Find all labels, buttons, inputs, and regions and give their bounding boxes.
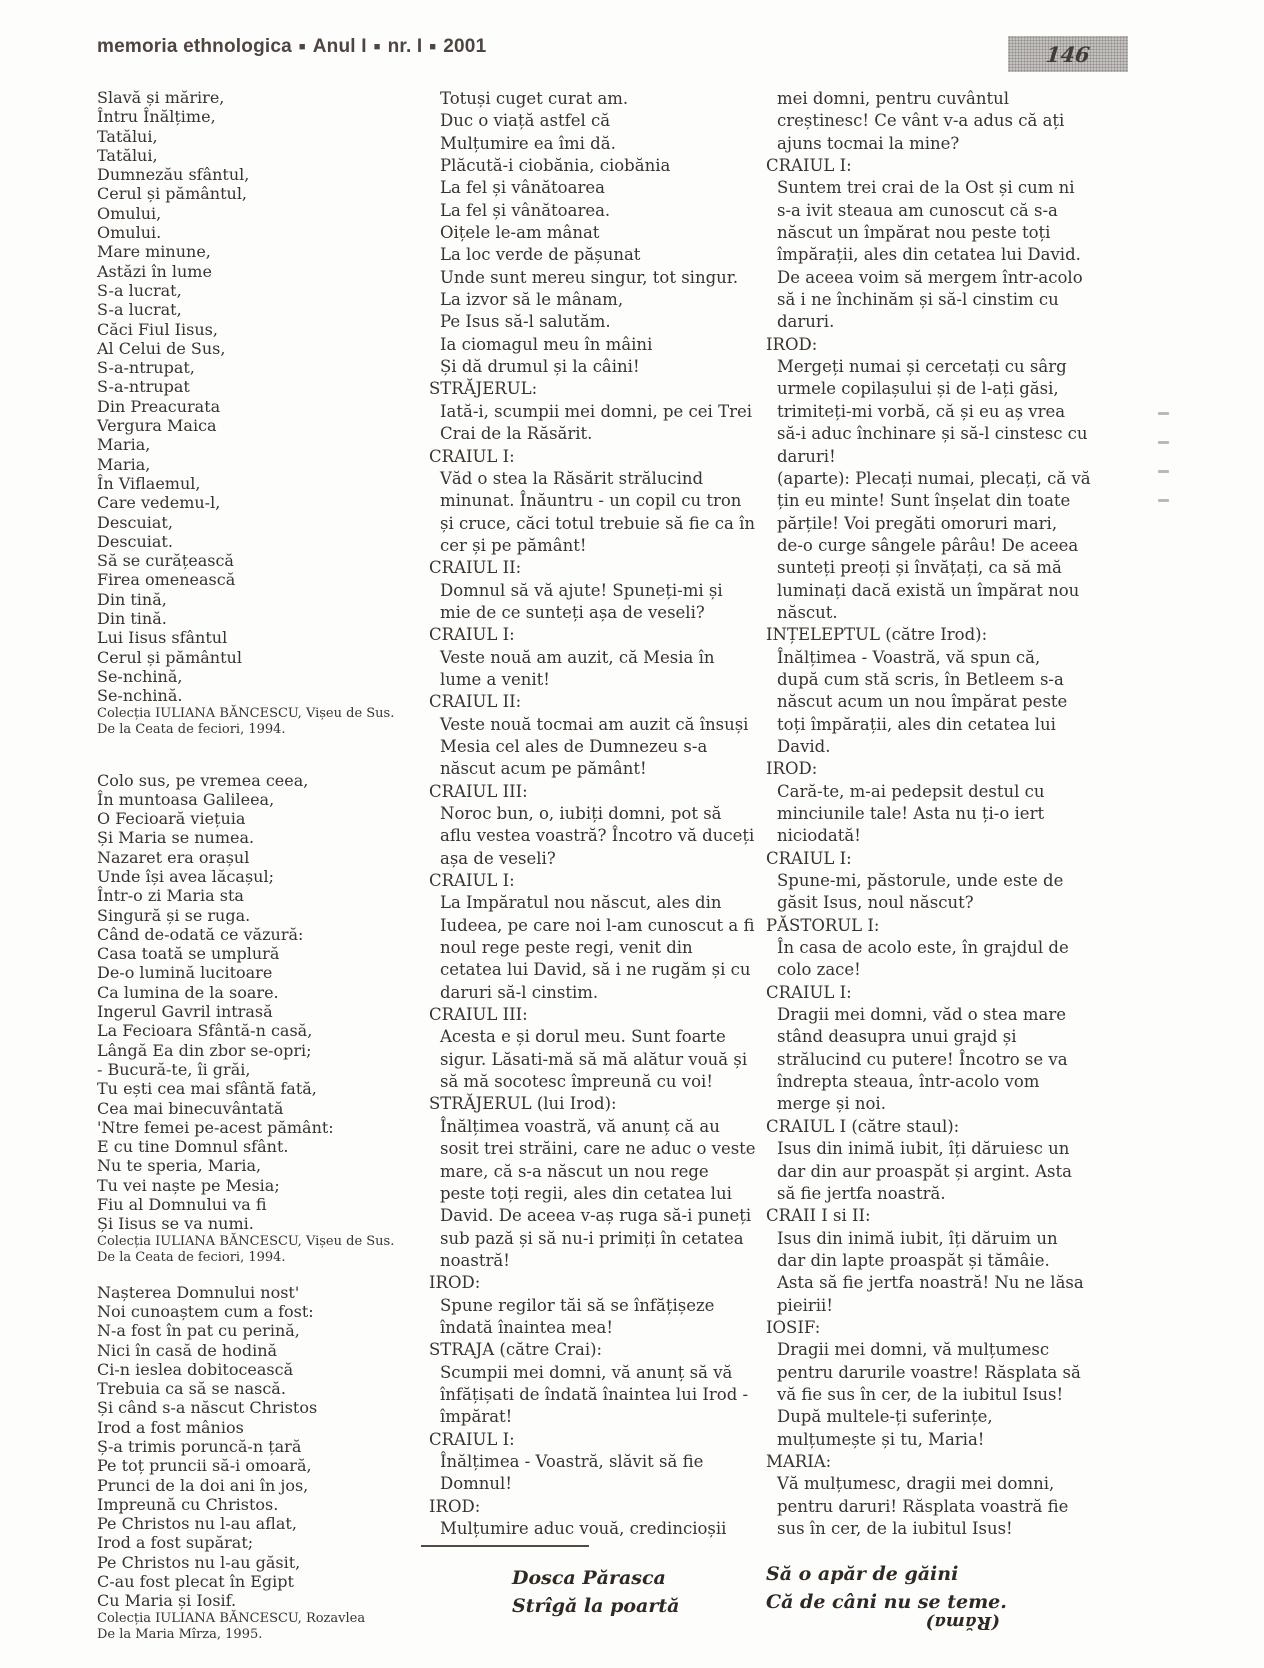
speaker-line: CRAII I si II:: [766, 1206, 871, 1226]
speaker-line: CRAIUL I:: [766, 156, 852, 176]
dialogue-line: lume a venit!: [440, 669, 550, 689]
stanza-gap: [97, 739, 419, 755]
speaker-line: CRAIUL I:: [429, 1429, 515, 1449]
poem-line: Ia ciomagul meu în mâini: [440, 334, 653, 354]
dialogue-line: Isus din inimă iubit, îți dăruim un: [777, 1228, 1058, 1248]
dialogue-line: Veste nouă tocmai am auzit că însuși: [440, 714, 749, 734]
poem-line: Nu te speria, Maria,: [97, 1156, 262, 1176]
poem-line: Noi cunoaștem cum a fost:: [97, 1301, 314, 1321]
footer-caption-left: [512, 1564, 679, 1620]
stanza-gap: [97, 1267, 419, 1283]
poem-line: Ca lumina de la soare.: [97, 982, 279, 1002]
dialogue-line: pentru darurile voastre! Răsplata să: [777, 1362, 1081, 1382]
poem-line: De-o lumină lucitoare: [97, 963, 273, 983]
dialogue-line: Iudeea, pe care noi l-am cunoscut a fi: [440, 915, 755, 935]
page-number: 146: [1044, 41, 1092, 67]
poem-line: Și Iisus se va numi.: [97, 1214, 254, 1234]
poem-line: Totuși cuget curat am.: [440, 89, 629, 108]
dialogue-line: după cum stă scris, în Betleem s-a: [777, 669, 1064, 689]
poem-line: Din tină,: [97, 589, 167, 609]
poem-line: La fel și vânătoarea: [440, 178, 605, 198]
poem-line: Într-o zi Maria sta: [97, 886, 244, 906]
dialogue-line: să fie jertfa noastră.: [777, 1183, 946, 1203]
dialogue-line: Spune-mi, păstorule, unde este de: [777, 871, 1064, 891]
poem-line: La loc verde de pășunat: [440, 245, 641, 265]
dialogue-line: Scumpii mei domni, vă anunț să vă: [440, 1362, 733, 1382]
poem-line: Maria,: [97, 454, 151, 474]
upside-down-signature: (Răma): [925, 1612, 1000, 1633]
speaker-line: IOSIF:: [766, 1317, 821, 1337]
dialogue-line: noul rege peste regi, venit din: [440, 938, 693, 958]
poem-line: E cu tine Domnul sfânt.: [97, 1137, 289, 1157]
dialogue-line: daruri să-l cinstim.: [440, 982, 599, 1002]
poem-line: - Bucură-te, îi grăi,: [97, 1059, 251, 1079]
dialogue-line: Suntem trei crai de la Ost și cum ni: [777, 178, 1075, 198]
dialogue-line: Domnul să vă ajute! Spuneți-mi și: [440, 580, 723, 600]
poem-line: În muntoasa Galileea,: [97, 789, 275, 809]
dialogue-line: Noroc bun, o, iubiți domni, pot să: [440, 804, 722, 823]
dialogue-line: sunteți preoți și învățați, ca să mă: [777, 558, 1062, 578]
speaker-line: CRAIUL I:: [429, 871, 515, 891]
dialogue-line: ajuns tocmai la mine?: [777, 133, 960, 153]
poem-line: Ci-n ieslea dobitocească: [97, 1359, 294, 1379]
dialogue-line: și cruce, căci totul trebuie să fie ca în: [440, 513, 755, 533]
journal-header: [97, 36, 486, 58]
dialogue-line: găsit Isus, noul născut?: [777, 893, 974, 913]
poem-line: La Fecioara Sfântă-n casă,: [97, 1021, 313, 1041]
poem-line: Se-nchină,: [97, 666, 183, 686]
poem-line: Ș-a trimis poruncă-n țară: [97, 1437, 302, 1456]
dialogue-line: Văd o stea la Răsărit strălucind: [440, 468, 704, 488]
dialogue-line: născut un împărat nou peste toți: [777, 223, 1051, 243]
speaker-line: STRĂJERUL (lui Irod):: [429, 1094, 617, 1114]
dialogue-line: să i ne închinăm și să-l cinstim cu: [777, 290, 1059, 310]
dialogue-line: părțile! Voi pregăti omoruri mari,: [777, 513, 1058, 533]
dialogue-line: mie de ce sunteți așa de veseli?: [440, 602, 705, 622]
dialogue-line: David. De aceea v-aș ruga să-i puneți: [440, 1206, 752, 1226]
poem-line: Vergura Maica: [97, 416, 217, 436]
poem-line: Unde își avea lăcașul;: [97, 866, 274, 886]
poem-line: La izvor să le mânam,: [440, 290, 624, 310]
poem-line: Când de-odată ce văzură:: [97, 924, 304, 944]
source-note: Colecția IULIANA BĂNCESCU, Rozavlea: [97, 1610, 366, 1626]
dialogue-line: sus în cer, de la iubitul Isus!: [777, 1519, 1013, 1538]
square-bullet-icon: ■: [373, 41, 381, 53]
poem-line: 'Ntre femei pe-acest pământ:: [97, 1117, 334, 1137]
poem-line: C-au fost plecat în Egipt: [97, 1572, 294, 1592]
source-note: De la Ceata de feciori, 1994.: [97, 722, 286, 737]
poem-line: Impreună cu Christos.: [97, 1494, 279, 1514]
dialogue-line: urmele copilașului și de l-ați găsi,: [777, 379, 1059, 399]
dialogue-line: Vă mulțumesc, dragii mei domni,: [777, 1474, 1055, 1494]
speaker-line: CRAIUL I:: [766, 982, 852, 1002]
source-note: De la Ceata de feciori, 1994.: [97, 1250, 286, 1266]
square-bullet-icon: ■: [298, 41, 306, 53]
dialogue-line: Dragii mei domni, vă mulțumesc: [777, 1340, 1050, 1360]
caption-line: Să o apăr de găini: [766, 1563, 959, 1585]
dialogue-line: stând deasupra unui grajd și: [777, 1027, 1017, 1047]
speaker-line: CRAIUL I:: [429, 446, 515, 466]
dialogue-line: îndată înaintea mea!: [440, 1317, 614, 1337]
dialogue-line: După multele-ți suferințe,: [777, 1407, 993, 1427]
speaker-line: IROD:: [429, 1273, 481, 1293]
dialogue-line: vă fie sus în cer, de la iubitul Isus!: [777, 1384, 1064, 1404]
caption-line: Dosca Părasca: [512, 1567, 666, 1589]
dialogue-line: pentru daruri! Răsplata voastră fie: [777, 1496, 1069, 1516]
rule: [421, 1545, 589, 1547]
dialogue-line: merge și noi.: [777, 1094, 886, 1114]
speaker-line: CRAIUL II:: [429, 558, 522, 578]
dialogue-line: Cară-te, m-ai pedepsit destul cu: [777, 781, 1045, 801]
source-note: De la Maria Mîrza, 1995.: [97, 1627, 263, 1643]
dialogue-line: Înălțimea - Voastră, vă spun că,: [777, 647, 1041, 667]
speaker-line: IROD:: [766, 334, 818, 354]
poem-line: Irod a fost supărat;: [97, 1533, 254, 1553]
dialogue-line: daruri.: [777, 312, 835, 332]
poem-line: Lui Iisus sfântul: [97, 628, 228, 648]
poem-line: Dumnezău sfântul,: [97, 165, 250, 185]
poem-line: Să se curățească: [97, 551, 234, 571]
poem-line: Unde sunt mereu singur, tot singur.: [440, 267, 739, 287]
dialogue-line: mei domni, pentru cuvântul: [777, 89, 1009, 108]
dialogue-line: colo zace!: [777, 960, 861, 980]
poem-line: Se-nchină.: [97, 686, 183, 706]
source-note: Colecția IULIANA BĂNCESCU, Vișeu de Sus.: [97, 705, 395, 721]
scan-artifact: [1158, 412, 1169, 415]
dialogue-line: Mergeți numai și cercetați cu sârg: [777, 357, 1067, 377]
dialogue-line: luminați dacă există un împărat nou: [777, 580, 1080, 600]
column-middle-play-text: [429, 88, 797, 1547]
poem-line: S-a lucrat,: [97, 300, 182, 320]
journal-title: memoria ethnologica: [97, 36, 292, 57]
journal-year-volume: Anul I: [312, 36, 367, 57]
footer-caption-right: [766, 1560, 1007, 1616]
speaker-line: INȚELEPTUL (către Irod):: [766, 625, 988, 645]
poem-line: Tatălui,: [97, 145, 158, 165]
dialogue-line: să-i aduc închinare și să-l cinstesc cu: [777, 424, 1088, 444]
dialogue-line: minciunile tale! Asta nu ți-o iert: [777, 804, 1045, 823]
speaker-line: CRAIUL I:: [429, 625, 515, 645]
poem-line: Din Preacurata: [97, 396, 221, 416]
poem-line: Tu ești cea mai sfântă fată,: [97, 1079, 317, 1099]
stanza-gap: [97, 755, 419, 771]
speaker-line: IROD:: [766, 759, 818, 779]
poem-line: Pe toț pruncii să-i omoară,: [97, 1456, 312, 1476]
poem-line: Tatălui,: [97, 126, 158, 146]
poem-line: La fel și vânătoarea.: [440, 200, 611, 220]
dialogue-line: Dragii mei domni, văd o stea mare: [777, 1005, 1067, 1025]
poem-line: S-a lucrat,: [97, 280, 182, 300]
poem-line: Firea omenească: [97, 570, 236, 590]
dialogue-line: mulțumește și tu, Maria!: [777, 1429, 985, 1449]
dialogue-line: împărat!: [440, 1407, 513, 1427]
poem-line: Maria,: [97, 435, 151, 455]
dialogue-line: înfățișati de îndată înaintea lui Irod -: [440, 1384, 749, 1404]
speaker-line: CRAIUL I (către staul):: [766, 1116, 960, 1136]
poem-line: S-a-ntrupat,: [97, 358, 195, 378]
poem-line: Fiu al Domnului va fi: [97, 1195, 267, 1215]
dialogue-line: aflu vestea voastră? Încotro vă duceți: [440, 826, 755, 846]
caption-line: Că de câni nu se teme.: [766, 1591, 1007, 1613]
poem-line: Astăzi în lume: [97, 261, 212, 281]
dialogue-line: La Impăratul nou născut, ales din: [440, 893, 722, 913]
dialogue-line: s-a ivit steaua am cunoscut că s-a: [777, 200, 1058, 220]
speaker-line: STRĂJERUL:: [429, 379, 538, 399]
page-number-box: [1008, 36, 1128, 72]
speaker-line: STRAJA (către Crai):: [429, 1340, 603, 1360]
dialogue-line: de-o curge sângele pârâu! De aceea: [777, 535, 1079, 555]
poem-line: Descuiat.: [97, 531, 173, 551]
poem-line: Mulțumire ea îmi dă.: [440, 133, 616, 153]
dialogue-line: mare, că s-a născut un nou rege: [440, 1161, 709, 1181]
dialogue-line: Domnul!: [440, 1474, 512, 1494]
dialogue-line: sigur. Lăsati-mă să mă alătur vouă și: [440, 1049, 748, 1069]
dialogue-line: pieirii!: [777, 1295, 833, 1315]
dialogue-line: să mă socotesc împreună cu voi!: [440, 1072, 713, 1092]
poem-line: Nici în casă de hodină: [97, 1340, 278, 1360]
dialogue-line: trimiteți-mi vorbă, că și eu aș vrea: [777, 401, 1066, 421]
poem-line: O Fecioară viețuia: [97, 809, 246, 829]
poem-line: Lângă Ea din zbor se-opri;: [97, 1040, 312, 1060]
dialogue-line: niciodată!: [777, 826, 861, 846]
dialogue-line: Veste nouă am auzit, că Mesia în: [440, 647, 715, 667]
poem-line: Nazaret era orașul: [97, 847, 250, 867]
speaker-line: MARIA:: [766, 1451, 832, 1471]
poem-line: Singură și se ruga.: [97, 905, 251, 925]
dialogue-line: sub pază și să nu-i primiți în cetatea: [440, 1228, 744, 1248]
poem-line: Nașterea Domnului nost': [97, 1282, 300, 1302]
scan-artifact: [1158, 441, 1169, 444]
dialogue-line: De aceea voim să mergem într-acolo: [777, 267, 1083, 287]
dialogue-line: David.: [777, 736, 831, 756]
scan-artifact: [1158, 470, 1169, 473]
poem-line: N-a fost în pat cu perină,: [97, 1321, 300, 1341]
speaker-line: CRAIUL II:: [429, 692, 522, 712]
poem-line: Întru Înălțime,: [97, 107, 216, 127]
poem-line: Irod a fost mânios: [97, 1417, 244, 1437]
dialogue-line: îndrepta steaua, într-acolo vom: [777, 1072, 1040, 1092]
speaker-line: CRAIUL I:: [766, 848, 852, 868]
poem-line: Descuiat,: [97, 512, 173, 532]
dialogue-line: creștinesc! Ce vânt v-a adus că ați: [777, 111, 1065, 131]
dialogue-line: peste toți regii, ales din cetatea lui: [440, 1183, 732, 1203]
dialogue-line: (aparte): Plecați numai, plecați, că vă: [777, 468, 1091, 488]
poem-line: Plăcută-i ciobănia, ciobănia: [440, 156, 671, 176]
poem-line: Slavă și mărire,: [97, 88, 225, 107]
poem-line: Casa toată se umplură: [97, 944, 280, 964]
poem-line: Pe Isus să-l salutăm.: [440, 312, 611, 332]
dialogue-line: cer și pe pământ!: [440, 535, 587, 555]
dialogue-line: născut acum un nou împărat peste: [777, 692, 1068, 712]
dialogue-line: născut acum pe pământ!: [440, 759, 647, 779]
dialogue-line: cetatea lui David, să i ne rugăm și cu: [440, 960, 751, 980]
source-note: Colecția IULIANA BĂNCESCU, Vișeu de Sus.: [97, 1233, 395, 1249]
poem-line: Mare minune,: [97, 242, 211, 262]
dialogue-line: Mulțumire aduc vouă, credincioșii: [440, 1519, 727, 1538]
poem-line: Care vedemu-l,: [97, 493, 221, 513]
poem-line: Al Celui de Sus,: [97, 338, 226, 358]
dialogue-line: dar din aur proaspăt și argint. Asta: [777, 1161, 1072, 1181]
journal-date: 2001: [443, 36, 487, 57]
journal-issue: nr. I: [387, 36, 423, 57]
speaker-line: PĂSTORUL I:: [766, 915, 880, 935]
dialogue-line: născut.: [777, 602, 838, 622]
caption-line: Strîgă la poartă: [512, 1595, 680, 1617]
poem-line: Prunci de la doi ani în jos,: [97, 1475, 309, 1495]
dialogue-line: Crai de la Răsărit.: [440, 424, 593, 444]
speaker-line: CRAIUL III:: [429, 781, 528, 801]
dialogue-line: așa de veseli?: [440, 848, 556, 868]
poem-line: Omului.: [97, 223, 162, 243]
poem-line: Duc o viață astfel că: [440, 111, 611, 131]
dialogue-line: strălucind cu putere! Încotro se va: [777, 1049, 1068, 1069]
poem-line: Colo sus, pe vremea ceea,: [97, 770, 309, 790]
column-left-poems: [97, 88, 419, 1644]
dialogue-line: toți împărații, ales din cetatea lui: [777, 714, 1056, 734]
dialogue-line: Înălțimea voastră, vă anunț că au: [440, 1116, 720, 1136]
poem-line: În Viflaemul,: [97, 473, 201, 493]
dialogue-line: minunat. Înăuntru - un copil cu tron: [440, 491, 742, 511]
poem-line: Oițele le-am mânat: [440, 223, 600, 243]
dialogue-line: Înălțimea - Voastră, slăvit să fie: [440, 1451, 704, 1471]
poem-line: Pe Christos nu l-au aflat,: [97, 1514, 297, 1534]
poem-line: Pe Christos nu l-au găsit,: [97, 1552, 301, 1572]
dialogue-line: daruri!: [777, 446, 836, 466]
dialogue-line: dar din lapte proaspăt și tămâie.: [777, 1250, 1050, 1270]
poem-line: Căci Fiul Iisus,: [97, 319, 218, 339]
poem-line: Cerul și pământul: [97, 647, 242, 667]
dialogue-line: Iată-i, scumpii mei domni, pe cei Trei: [440, 401, 753, 421]
dialogue-line: noastră!: [440, 1250, 510, 1270]
speaker-line: IROD:: [429, 1496, 481, 1516]
dialogue-line: sosit trei străini, care ne aduc o veste: [440, 1139, 756, 1159]
poem-line: Tu vei naște pe Mesia;: [97, 1175, 280, 1195]
scan-artifact: [1158, 499, 1169, 502]
poem-line: Cu Maria și Iosif.: [97, 1591, 237, 1611]
poem-line: Din tină.: [97, 609, 167, 629]
poem-line: Trebuia ca să se nască.: [97, 1379, 286, 1399]
poem-line: Cerul și pământul,: [97, 184, 248, 204]
poem-line: S-a-ntrupat: [97, 377, 190, 397]
poem-line: Și Maria se numea.: [97, 828, 255, 848]
dialogue-line: Asta să fie jertfa noastră! Nu ne lăsa: [777, 1273, 1084, 1293]
poem-line: Omului,: [97, 203, 162, 223]
poem-line: Și când s-a născut Christos: [97, 1398, 318, 1418]
dialogue-line: Spune regilor tăi să se înfățișeze: [440, 1295, 715, 1315]
dialogue-line: împărații, ales din cetatea lui David.: [777, 245, 1081, 265]
dialogue-line: În casa de acolo este, în grajdul de: [777, 938, 1069, 958]
column-right-play-text: [766, 88, 1148, 1540]
dialogue-line: Acesta e și dorul meu. Sunt foarte: [440, 1027, 726, 1047]
poem-line: Și dă drumul și la câini!: [440, 357, 640, 377]
poem-line: Cea mai binecuvântată: [97, 1098, 284, 1118]
speaker-line: CRAIUL III:: [429, 1005, 528, 1025]
dialogue-line: Mesia cel ales de Dumnezeu s-a: [440, 736, 708, 756]
square-bullet-icon: ■: [429, 41, 437, 53]
dialogue-line: Isus din inimă iubit, îți dăruiesc un: [777, 1139, 1070, 1159]
dialogue-line: țin eu minte! Sunt înșelat din toate: [777, 491, 1071, 511]
poem-line: Ingerul Gavril intrasă: [97, 1002, 273, 1022]
